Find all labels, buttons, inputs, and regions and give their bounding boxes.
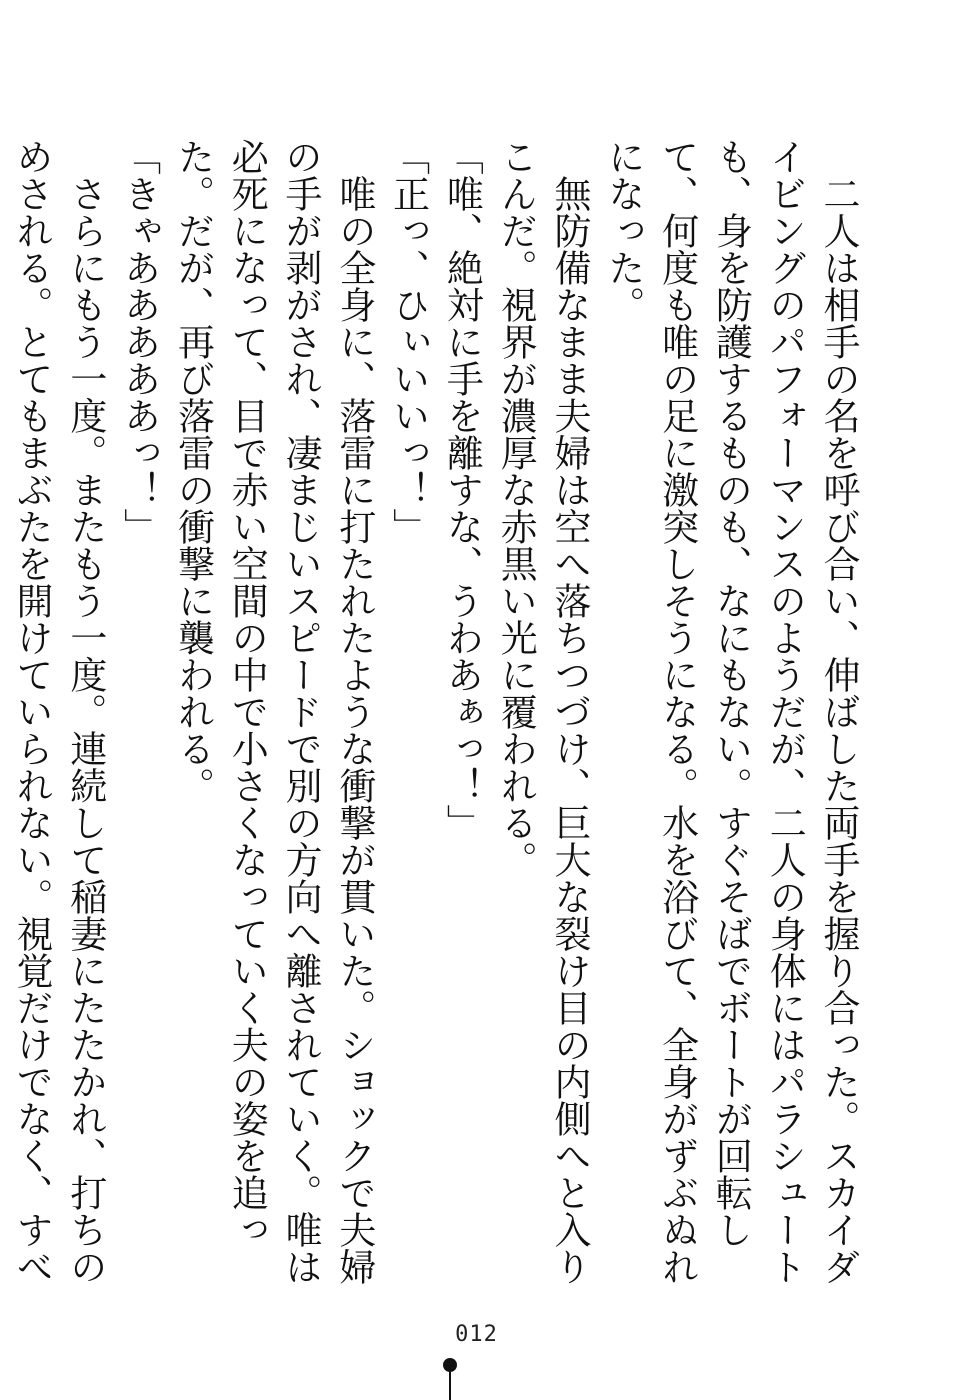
body-text: [0, 138, 865, 1298]
paragraph-2: 無防備なまま夫婦は空へ落ちつづけ、巨大な裂け目の内側へと入りこんだ。視界が濃厚な赤黒い光に覆われる。: [494, 138, 592, 1285]
dialogue-2: 「正っ、ひぃいいっ！」: [386, 138, 430, 545]
dialogue-1: 「唯、絶対に手を離すな、うわあぁっ！」: [440, 138, 484, 841]
page-marker-line: [449, 1372, 451, 1400]
paragraph-1: 二人は相手の名を呼び合い、伸ばした両手を握り合った。スカイダイビングのパフォーマンスのようだが、二人の身体にはパラシュートも、身を防護するものも、なにもない。すぐそばでボートが回転して、何度も唯の足に激突しそうになる。水を浴びて、全身がずぶぬれになった。: [601, 138, 860, 1285]
page-number: 012: [455, 1322, 498, 1347]
dialogue-3: 「きゃあああああっ！」: [117, 138, 161, 545]
page-marker-dot: [443, 1358, 457, 1372]
paragraph-4: さらにもう一度。またもう一度。連続して稲妻にたたかれ、打ちのめされる。とてもまぶたを開けていられない。視覚だけでなく、すべ: [10, 138, 107, 1285]
paragraph-3: 唯の全身に、落雷に打たれたような衝撃が貫いた。ショックで夫婦の手が剥がされ、凄まじいスピードで別の方向へ離されていく。唯は必死になって、目で赤い空間の中で小さくなっていく夫の姿を追った。だが、再び落雷の衝撃に襲われる。: [171, 138, 376, 1285]
